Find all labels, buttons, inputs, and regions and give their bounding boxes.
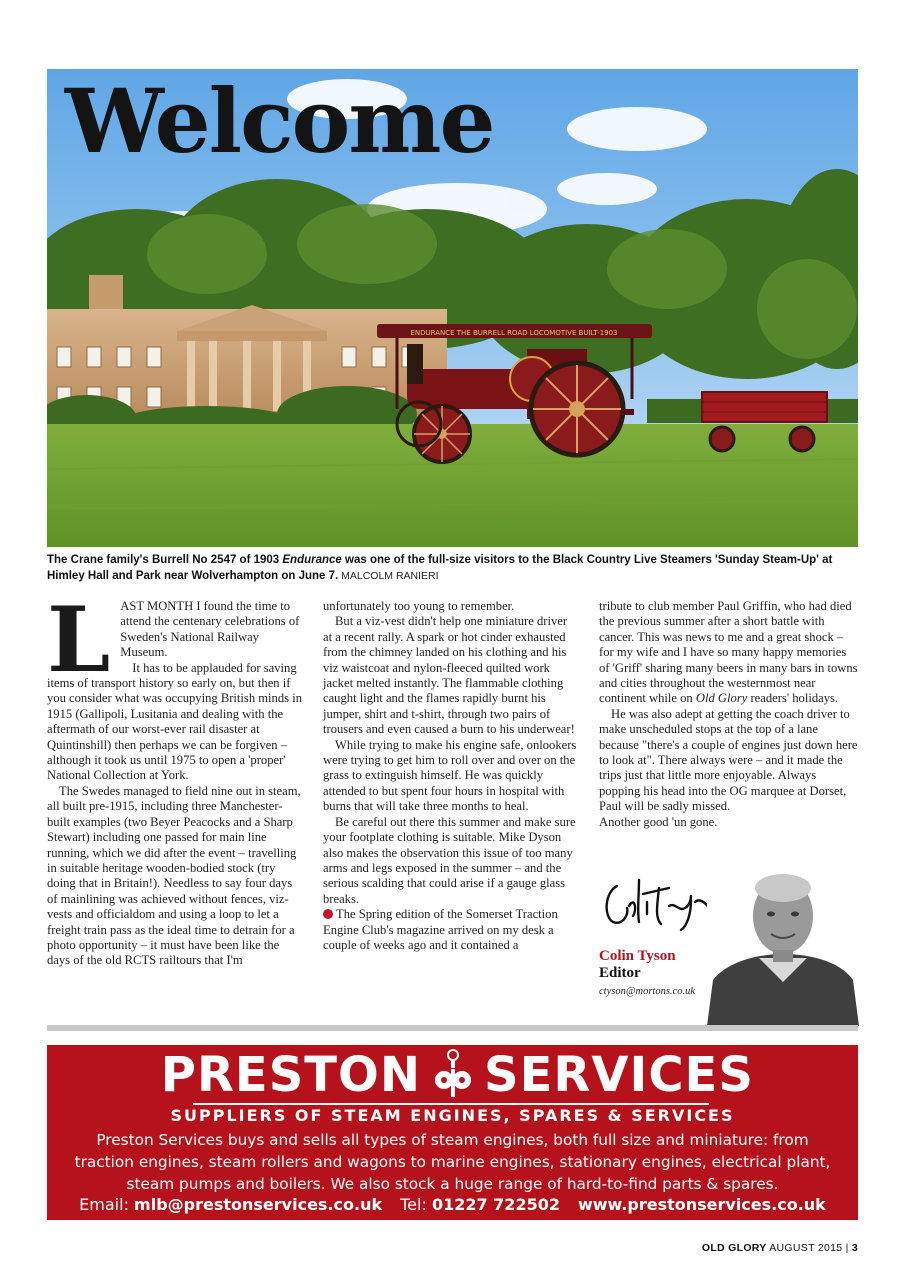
article-paragraph: The Swedes managed to field nine out in steam, all built pre-1915, including three Manchester-built examples (two Beyer Peacocks and a Sharp Stewart) including one passed for main line running, which we did after the event – travelling in suitable heritage wooden-bodied stock (try doing that in Britain!). Needless to say four days of mainlining was achieved without fences, viz-vests and officialdom and using a loop to let a freight train pass as the ideal time to detrain for a photo opportunity – it must have been like the days of the old RCTS railtours that I'm bbox=[47, 783, 301, 968]
footer-issue: AUGUST 2015 | bbox=[766, 1242, 852, 1254]
advert-tagline: SUPPLIERS OF STEAM ENGINES, SPARES & SERVICES bbox=[170, 1106, 735, 1125]
photo-caption bbox=[47, 552, 858, 584]
section-divider bbox=[47, 1025, 858, 1031]
article-paragraph: Another good 'un gone. bbox=[599, 814, 718, 829]
article-column-2 bbox=[323, 599, 578, 953]
editor-role: Editor bbox=[599, 965, 641, 981]
engine-front-wheel bbox=[414, 406, 470, 462]
article-column-3 bbox=[599, 599, 858, 830]
article-paragraph: But a viz-vest didn't help one miniature driver at a recent rally. A spark or hot cinder exhausted from the chimney landed on his clothing and his viz waistcoat and nylon-fleeced quilted work jacket melted instantly. The flammable clothing caught light and the flames rapidly burnt his jumper, shirt and t-shirt, through two pairs of trousers and even caused a burn to his underwear! bbox=[323, 614, 575, 737]
article-paragraph: The Spring edition of the Somerset Traction Engine Club's magazine arrived on my desk a couple of weeks ago and it contained a bbox=[323, 907, 558, 952]
article-paragraph: While trying to make his engine safe, onlookers were trying to get him to roll over and over on the grass to extinguish himself. He was quickly attended to but spent four hours in hospital with burns that will take three months to heal. bbox=[323, 737, 577, 814]
page-footer bbox=[702, 1242, 858, 1254]
article-paragraph: Be careful out there this summer and make sure your footplate clothing is suitable. Mike Dyson also makes the observation this issue of too many arms and legs exposed in the summer – and the serious scalding that could arise if a gauge glass breaks. bbox=[323, 814, 576, 906]
red-bullet-icon bbox=[323, 909, 333, 919]
advert-brand-left: PRESTON bbox=[160, 1047, 421, 1103]
advert-website-link[interactable]: www.prestonservices.co.uk bbox=[577, 1195, 826, 1214]
editor-email: ctyson@mortons.co.uk bbox=[599, 986, 695, 997]
article-column-1 bbox=[47, 587, 302, 969]
article-paragraph: He was also adept at getting the coach driver to make unscheduled stops at the top of a lane because "there's a couple of engines just down here to look at". There always were – and it made the trips just that little more enjoyable. Always popping his head into the OG marquee at Dorset, Paul will be sadly missed. bbox=[599, 706, 858, 814]
traction-engine-emblem-icon bbox=[435, 1047, 471, 1099]
engine-rear-wheel bbox=[531, 363, 623, 455]
editor-portrait bbox=[707, 870, 859, 1026]
hero-photo bbox=[47, 69, 858, 547]
engine-canopy-text: ENDURANCE THE BURRELL ROAD LOCOMOTIVE BUILT-1903 bbox=[410, 329, 618, 337]
drop-cap: L bbox=[47, 587, 111, 693]
preston-services-advert bbox=[47, 1045, 858, 1220]
article-paragraph: unfortunately too young to remember. bbox=[323, 599, 515, 613]
page-title: Welcome bbox=[65, 69, 494, 173]
caption-lead: The Crane family's Burrell No 2547 of 1903 bbox=[47, 554, 283, 566]
advert-body: Preston Services buys and sells all types of steam engines, both full size and miniature: from traction engines, steam rollers and wagons to marine engines, stationary engines, electrical plant, steam pumps and boilers. We also stock a huge range of hard-to-find parts & spares. bbox=[74, 1131, 831, 1193]
editor-signoff bbox=[599, 866, 859, 1026]
advert-brand bbox=[47, 1045, 858, 1103]
advert-phone[interactable]: 01227 722502 bbox=[431, 1195, 560, 1214]
advert-email-link[interactable]: mlb@prestonservices.co.uk bbox=[134, 1195, 383, 1214]
page-number: 3 bbox=[851, 1242, 858, 1254]
footer-magazine: OLD GLORY bbox=[701, 1242, 767, 1254]
caption-engine-name: Endurance bbox=[282, 554, 342, 566]
article-paragraph: AST MONTH I found the time to attend the centenary celebrations of Sweden's National Railway Museum. bbox=[120, 599, 300, 660]
photo-credit: MALCOLM RANIERI bbox=[338, 570, 439, 582]
advert-contact: Email: mlb@prestonservices.co.uk Tel: 01227 722502 www.prestonservices.co.uk bbox=[79, 1195, 826, 1214]
article-paragraph: It has to be applauded for saving items of transport history so early on, but then if you consider what was occupying British minds in 1915 (Gallipoli, Lusitania and dealing with the aftermath of our worst-ever rail disaster at Quintinshill) then perhaps we can be forgiven – although it took us until 1975 to open a 'proper' National Collection at York. bbox=[47, 660, 302, 783]
caption-rest: was one of the full-size visitors to the Black Country Live Steamers 'Sunday Steam-Up' at Himley Hall and Park near Wolverhampton on June 7. bbox=[47, 554, 833, 582]
advert-brand-right: SERVICES bbox=[484, 1047, 754, 1103]
editor-name: Colin Tyson bbox=[599, 948, 676, 964]
article-paragraph: tribute to club member Paul Griffin, who had died the previous summer after a short battle with cancer. This was news to me and a great shock – for my wife and I have so many happy memories of 'Griff' sharing many beers in many bars in towns and cities throughout the westernmost near continent while on Old Glory readers' holidays. bbox=[599, 599, 858, 706]
